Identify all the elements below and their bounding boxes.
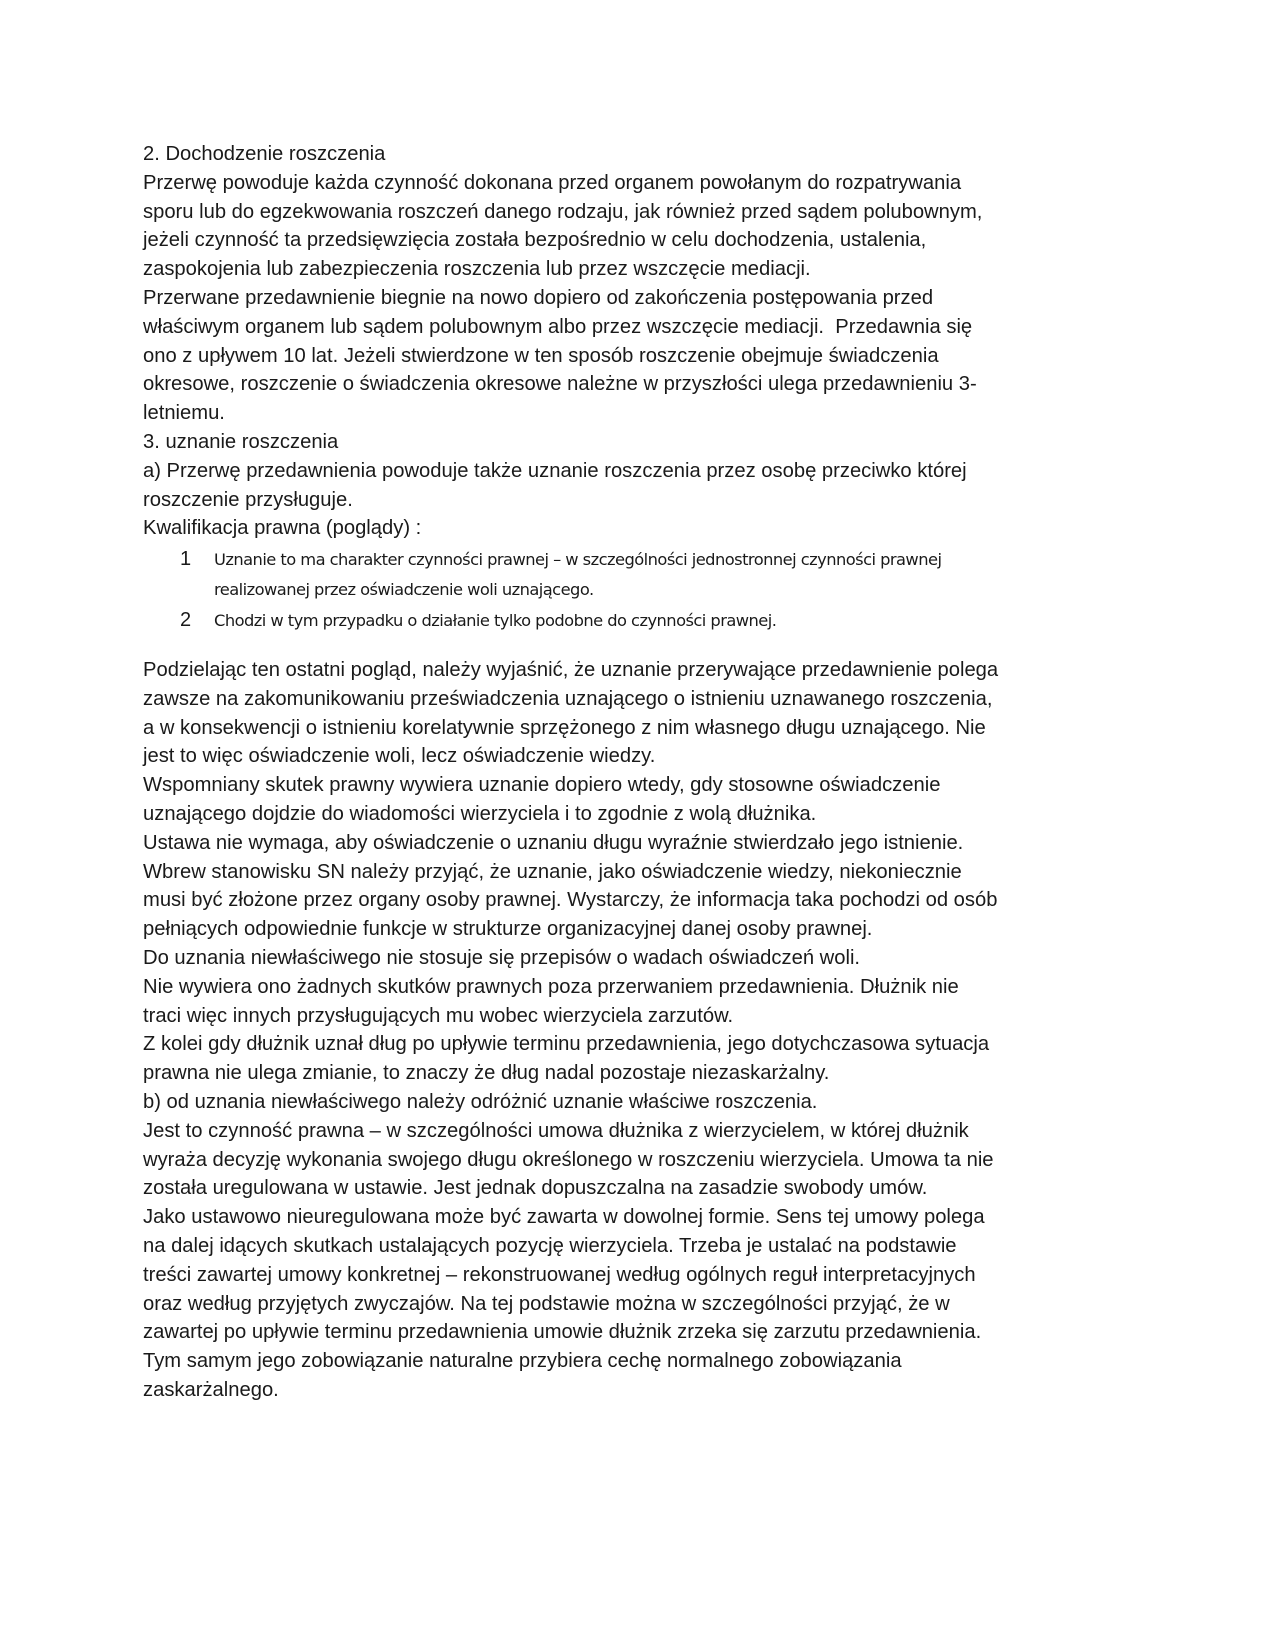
text-line: jeżeli czynność ta przedsięwzięcia została bezpośrednio w celu dochodzenia, ustalenia, [143,229,927,252]
text-line: oraz według przyjętych zwyczajów. Na tej podstawie można w szczególności przyjąć, że w [143,1292,950,1315]
text-line: zawsze na zakomunikowaniu przeświadczenia uznającego o istnieniu uznawanego roszczenia, [143,687,993,710]
text-line: prawna nie ulega zmianie, to znaczy że dług nadal pozostaje niezaskarżalny. [143,1062,830,1085]
section-heading: 2. Dochodzenie roszczenia [143,143,386,165]
text-line: okresowe, roszczenie o świadczenia okresowe należne w przyszłości ulega przedawnieniu 3- [143,373,977,396]
section-heading: 3. uznanie roszczenia [143,431,339,453]
text-line: Przerwę powoduje każda czynność dokonana przed organem powołanym do rozpatrywania [143,171,962,194]
text-line: treści zawartej umowy konkretnej – rekonstruowanej według ogólnych reguł interpretacyjnych [143,1263,976,1286]
list-item-text: Chodzi w tym przypadku o działanie tylko podobne do czynności prawnej. [214,611,777,630]
text-line: na dalej idących skutkach ustalających pozycję wierzyciela. Trzeba je ustalać na podstawie [143,1235,957,1257]
text-line: Podzielając ten ostatni pogląd, należy wyjaśnić, że uznanie przerywające przedawnienie polega [143,659,999,681]
text-line: wyraża decyzję wykonania swojego długu określonego w roszczeniu wierzyciela. Umowa ta nie [143,1148,994,1171]
text-line: zaskarżalnego. [143,1379,279,1401]
text-line: Wbrew stanowisku SN należy przyjąć, że uznanie, jako oświadczenie wiedzy, niekoniecznie [143,860,962,883]
list-item-number: 2 [180,609,192,631]
text-line: zawartej po upływie terminu przedawnienia umowie dłużnik zrzeka się zarzutu przedawnienia. [143,1321,982,1344]
text-line: a w konsekwencji o istnieniu korelatywnie sprzężonego z nim własnego długu uznającego. Nie [143,716,986,739]
text-line: traci więc innych przysługujących mu wobec wierzyciela zarzutów. [143,1004,734,1027]
text-line: zaspokojenia lub zabezpieczenia roszczenia lub przez wszczęcie mediacji. [143,258,811,281]
text-line: ono z upływem 10 lat. Jeżeli stwierdzone w ten sposób roszczenie obejmuje świadczenia [143,344,939,367]
text-line: b) od uznania niewłaściwego należy odróżnić uznanie właściwe roszczenia. [143,1091,818,1113]
list-item-number: 1 [180,548,192,570]
text-line: właściwym organem lub sądem polubownym albo przez wszczęcie mediacji. Przedawnia się [143,315,973,338]
text-line: sporu lub do egzekwowania roszczeń danego rodzaju, jak również przed sądem polubownym, [143,200,983,223]
list-item-text: realizowanej przez oświadczenie woli uznającego. [214,580,594,599]
text-line: Nie wywiera ono żadnych skutków prawnych poza przerwaniem przedawnienia. Dłużnik nie [143,975,959,998]
text-line: pełniących odpowiednie funkcje w strukturze organizacyjnej danej osoby prawnej. [143,918,873,941]
text-line: Wspomniany skutek prawny wywiera uznanie dopiero wtedy, gdy stosowne oświadczenie [143,774,941,797]
text-line: Jako ustawowo nieuregulowana może być zawarta w dowolnej formie. Sens tej umowy polega [143,1206,985,1229]
text-line: Tym samym jego zobowiązanie naturalne przybiera cechę normalnego zobowiązania [143,1350,902,1373]
text-line: Ustawa nie wymaga, aby oświadczenie o uznaniu długu wyraźnie stwierdzało jego istnienie. [143,831,964,854]
list-item-text: Uznanie to ma charakter czynności prawnej – w szczególności jednostronnej czynności prawnej [214,550,942,569]
text-line: uznającego dojdzie do wiadomości wierzyciela i to zgodnie z wolą dłużnika. [143,803,817,825]
text-line: Do uznania niewłaściwego nie stosuje się przepisów o wadach oświadczeń woli. [143,947,861,969]
text-line: roszczenie przysługuje. [143,488,353,511]
text-line: Kwalifikacja prawna (poglądy) : [143,517,422,540]
text-line: musi być złożone przez organy osoby prawnej. Wystarczy, że informacja taka pochodzi od osób [143,889,998,912]
text-line: a) Przerwę przedawnienia powoduje także uznanie roszczenia przez osobę przeciwko której [143,459,967,482]
text-line: Z kolei gdy dłużnik uznał dług po upływie terminu przedawnienia, jego dotychczasowa sytuacja [143,1033,990,1056]
text-line: Przerwane przedawnienie biegnie na nowo dopiero od zakończenia postępowania przed [143,287,934,309]
text-line: jest to więc oświadczenie woli, lecz oświadczenie wiedzy. [143,745,656,768]
text-line: letniemu. [143,402,225,425]
text-line: Jest to czynność prawna – w szczególności umowa dłużnika z wierzycielem, w której dłużnik [143,1119,969,1142]
text-line: została uregulowana w ustawie. Jest jednak dopuszczalna na zasadzie swobody umów. [143,1177,928,1200]
